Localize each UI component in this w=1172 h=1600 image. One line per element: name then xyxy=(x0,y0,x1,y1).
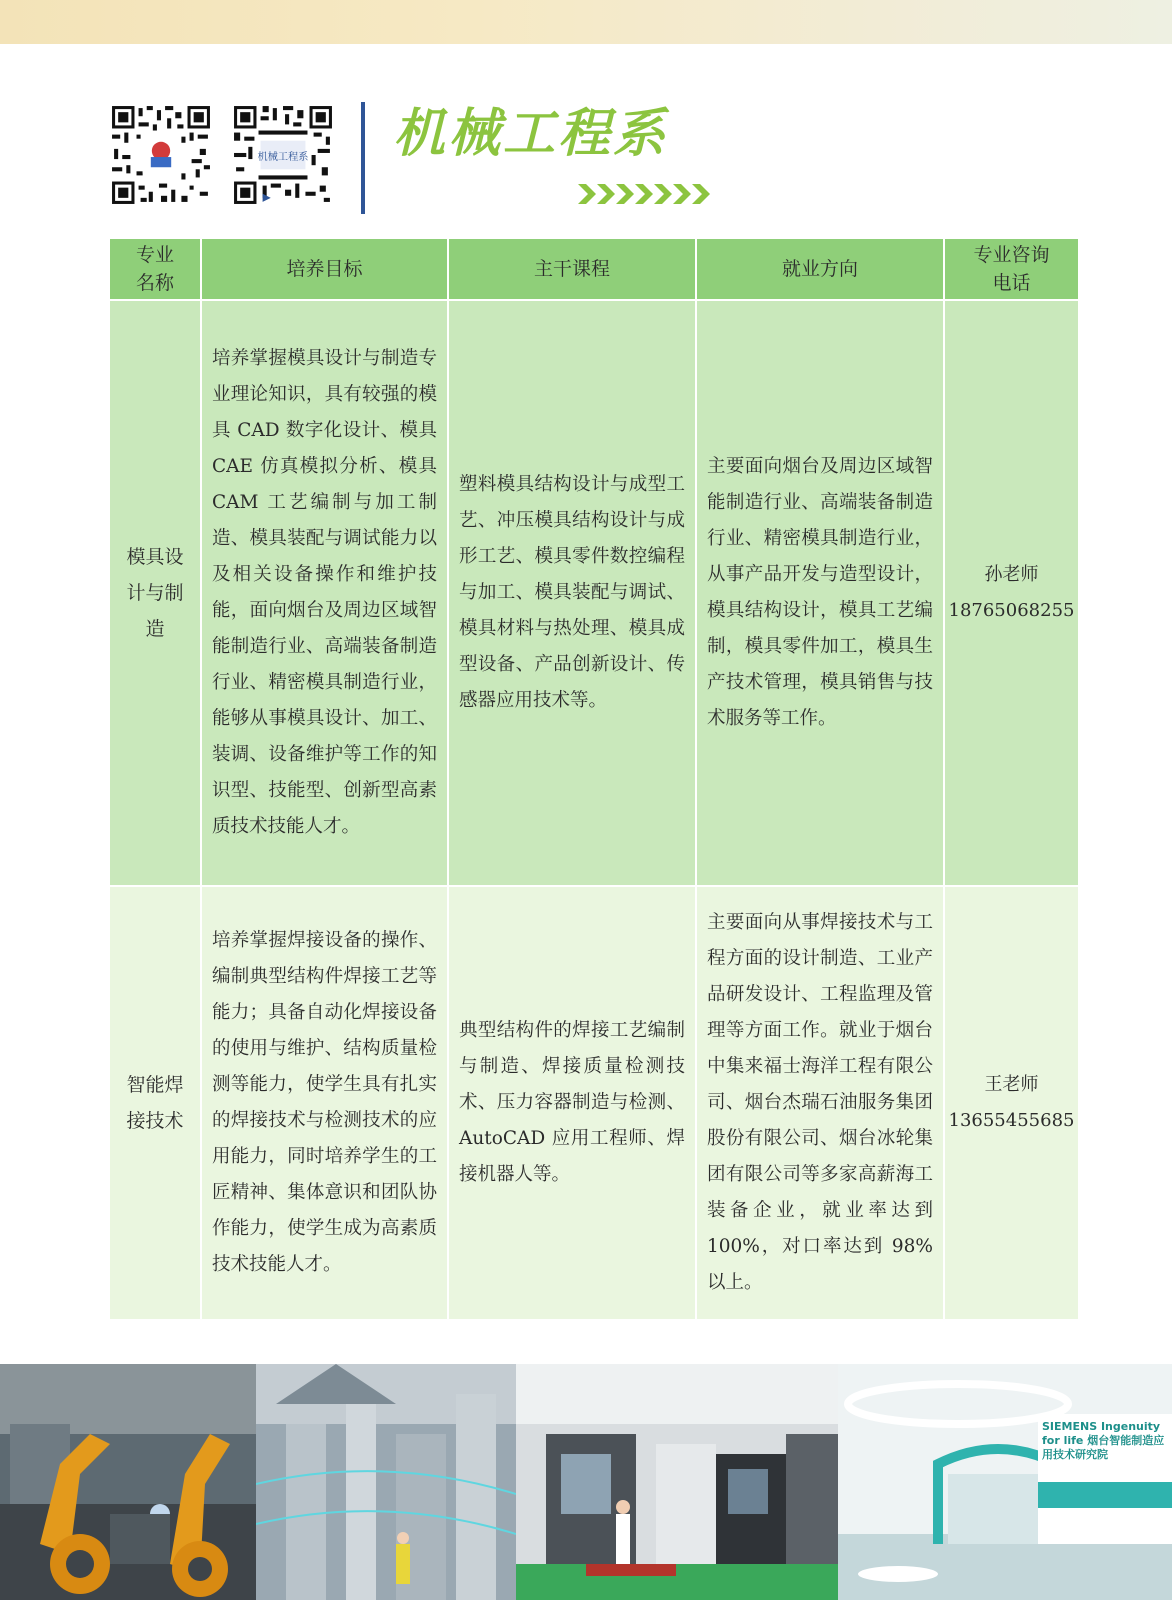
header-career-direction: 就业方向 xyxy=(696,239,944,300)
table-row xyxy=(110,886,1078,1320)
chevron-arrows-icon xyxy=(578,182,713,206)
institute-signage: SIEMENS Ingenuity for life 烟台智能制造应用技术研究院 xyxy=(1042,1420,1165,1461)
training-goal: 培养掌握模具设计与制造专业理论知识，具有较强的模具 CAD 数字化设计、模具 CAE 仿真模拟分析、模具 CAM 工艺编制与加工制造、模具装配与调试能力以及相关设备操作和维护技能，面向烟台及周边区域智能制造行业、高端装备制造行业、精密模具制造行业，能够从事模具设计、加工、装调、设备维护等工作的知识型、技能型、创新型高素质技术技能人才。 xyxy=(201,300,448,886)
wechat-qr-code-1 xyxy=(110,104,212,206)
photo-strip xyxy=(0,1364,1172,1600)
industrial-plant-photo xyxy=(256,1364,516,1600)
welding-robots-photo xyxy=(0,1364,256,1600)
cnc-workshop-photo xyxy=(516,1364,838,1600)
contact-cell xyxy=(944,886,1078,1320)
programs-table xyxy=(110,239,1078,1321)
qr-code-icon xyxy=(232,104,334,206)
page-title: 机械工程系 xyxy=(393,104,669,164)
qr-caption: 机械工程系 xyxy=(257,152,309,164)
career-direction: 主要面向烟台及周边区域智能制造行业、高端装备制造行业、精密模具制造行业，从事产品开发与造型设计，模具结构设计，模具工艺编制，模具零件加工，模具生产技术管理，模具销售与技术服务等工作。 xyxy=(696,300,944,886)
research-institute-photo xyxy=(838,1364,1172,1600)
header-divider xyxy=(361,102,365,214)
program-name: 智能焊接技术 xyxy=(110,886,201,1320)
core-courses: 典型结构件的焊接工艺编制与制造、焊接质量检测技术、压力容器制造与检测、AutoCAD 应用工程师、焊接机器人等。 xyxy=(448,886,696,1320)
contact-phone: 18765068255 xyxy=(948,600,1075,621)
table-row xyxy=(110,300,1078,886)
contact-phone: 13655455685 xyxy=(948,1110,1075,1131)
contact-name: 孙老师 xyxy=(984,564,1039,585)
training-goal: 培养掌握焊接设备的操作、编制典型结构件焊接工艺等能力；具备自动化焊接设备的使用与维护、结构质量检测等能力，使学生具有扎实的焊接技术与检测技术的应用能力，同时培养学生的工匠精神、集体意识和团队协作能力，使学生成为高素质技术技能人才。 xyxy=(201,886,448,1320)
header-core-courses: 主干课程 xyxy=(448,239,696,300)
core-courses: 塑料模具结构设计与成型工艺、冲压模具结构设计与成形工艺、模具零件数控编程与加工、模具装配与调试、模具材料与热处理、模具成型设备、产品创新设计、传感器应用技术等。 xyxy=(448,300,696,886)
contact-cell xyxy=(944,300,1078,886)
header-contact-phone: 专业咨询电话 xyxy=(944,239,1078,300)
career-direction: 主要面向从事焊接技术与工程方面的设计制造、工业产品研发设计、工程监理及管理等方面工作。就业于烟台中集来福士海洋工程有限公司、烟台杰瑞石油服务集团股份有限公司、烟台冰轮集团有限公司等多家高薪海工装备企业，就业率达到 100%，对口率达到 98%以上。 xyxy=(696,886,944,1320)
wechat-qr-code-2 xyxy=(232,104,334,206)
program-name: 模具设计与制造 xyxy=(110,300,201,886)
qr-code-icon xyxy=(110,104,212,206)
header-program-name: 专业名称 xyxy=(110,239,201,300)
top-decorative-band xyxy=(0,0,1172,44)
header-training-goal: 培养目标 xyxy=(201,239,448,300)
table-header-row xyxy=(110,239,1078,300)
contact-name: 王老师 xyxy=(984,1074,1039,1095)
